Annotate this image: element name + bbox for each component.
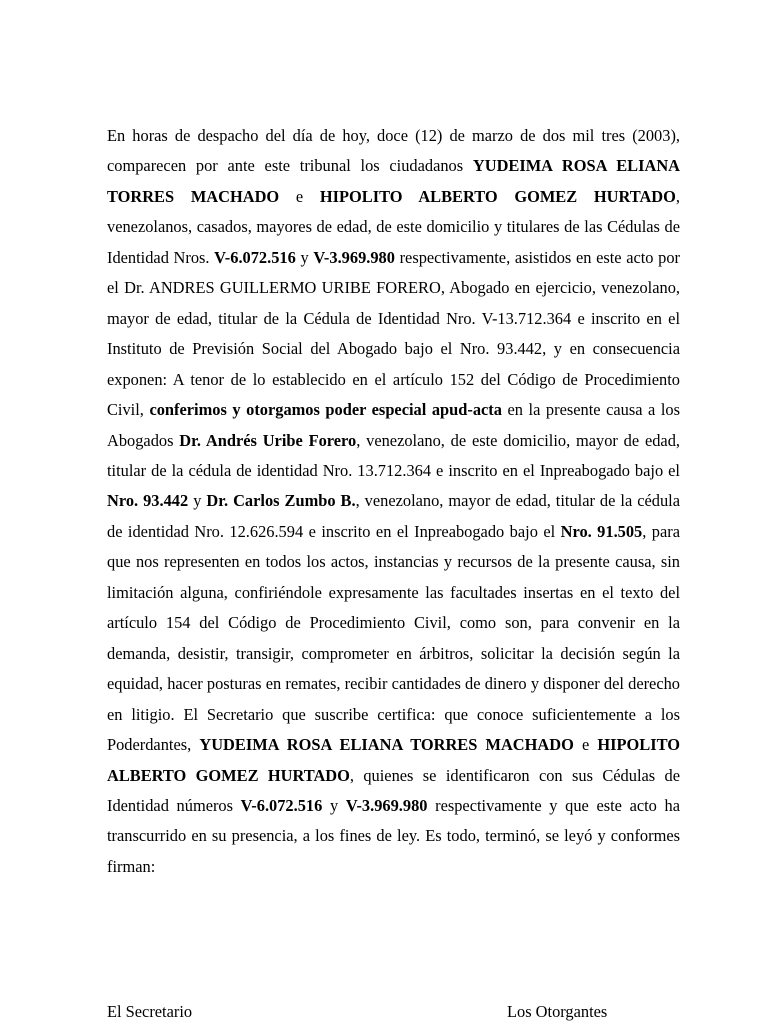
bold-text-run: YUDEIMA ROSA ELIANA TORRES MACHADO: [199, 735, 574, 755]
bold-text-run: HIPOLITO ALBERTO GOMEZ HURTADO: [319, 186, 676, 206]
bold-text-run: conferimos y otorgamos poder especial apud-acta: [149, 400, 502, 420]
text-run: , quienes se identificaron con sus Cédulas de Identidad números: [107, 765, 681, 815]
bold-text-run: V-6.072.516: [214, 247, 296, 267]
signature-label-secretary: El Secretario: [107, 1002, 193, 1021]
text-run: e: [279, 186, 320, 206]
bold-text-run: V-6.072.516: [240, 795, 323, 815]
text-run: respectivamente, asistidos en este acto por el Dr. ANDRES GUILLERMO URIBE FORERO, Abogado en ejercicio, venezolano, mayor de edad, titular de la Cédula de Identidad Nro. V-13.712.364 e inscrito en el Instituto de Previsión Social del Abogado bajo el Nro. 93.442, y en consecuencia exponen: A tenor de lo establecido en el artículo 152 del Código de Procedimiento Civil,: [107, 247, 681, 420]
text-run: En horas de despacho del día de hoy, doce (12) de marzo de dos mil tres (2003), comparecen por ante este tribunal los ciudadanos: [107, 126, 680, 176]
bold-text-run: Dr. Andrés Uribe Forero: [179, 430, 357, 450]
text-run: , venezolanos, casados, mayores de edad, de este domicilio y titulares de las Cédulas de Identidad Nros.: [107, 186, 680, 267]
text-run: y: [295, 247, 314, 267]
text-run: en la presente causa a los Abogados: [107, 400, 680, 450]
text-run: , venezolano, mayor de edad, titular de la cédula de identidad Nro. 12.626.594 e inscrito en el Inpreabogado bajo el: [107, 491, 681, 541]
text-run: e: [573, 735, 598, 755]
text-run: , venezolano, de este domicilio, mayor de edad, titular de la cédula de identidad Nro. 13.712.364 e inscrito en el Inpreabogado bajo el: [107, 430, 680, 480]
text-run: y: [322, 795, 346, 815]
text-run: , para que nos representen en todos los actos, instancias y recursos de la presente causa, sin limitación alguna, confiriéndole expresamente las facultades insertas en el texto del artículo 154 del Código de Procedimiento Civil, como son, para convenir en la demanda, desistir, transigir, comprometer en árbitros, solicitar la decisión según la equidad, hacer posturas en remates, recibir cantidades de dinero y disponer del derecho en litigio. El Secretario que suscribe certifica: que conoce suficientemente a los Poderdantes,: [107, 521, 681, 755]
bold-text-run: V-3.969.980: [313, 247, 395, 267]
bold-text-run: V-3.969.980: [345, 795, 428, 815]
text-run: y: [188, 491, 207, 511]
bold-text-run: Nro. 91.505: [560, 521, 643, 541]
text-run: respectivamente y que este acto ha transcurrido en su presencia, a los fines de ley. Es todo, terminó, se leyó y conformes firman:: [107, 795, 681, 876]
document-body-paragraph: [107, 121, 680, 882]
bold-text-run: HIPOLITO ALBERTO GOMEZ HURTADO: [107, 735, 680, 785]
signature-label-grantors: Los Otorgantes: [507, 1002, 608, 1021]
bold-text-run: YUDEIMA ROSA ELIANA TORRES MACHADO: [107, 156, 680, 206]
bold-text-run: Dr. Carlos Zumbo B.: [206, 491, 356, 511]
bold-text-run: Nro. 93.442: [107, 491, 189, 511]
